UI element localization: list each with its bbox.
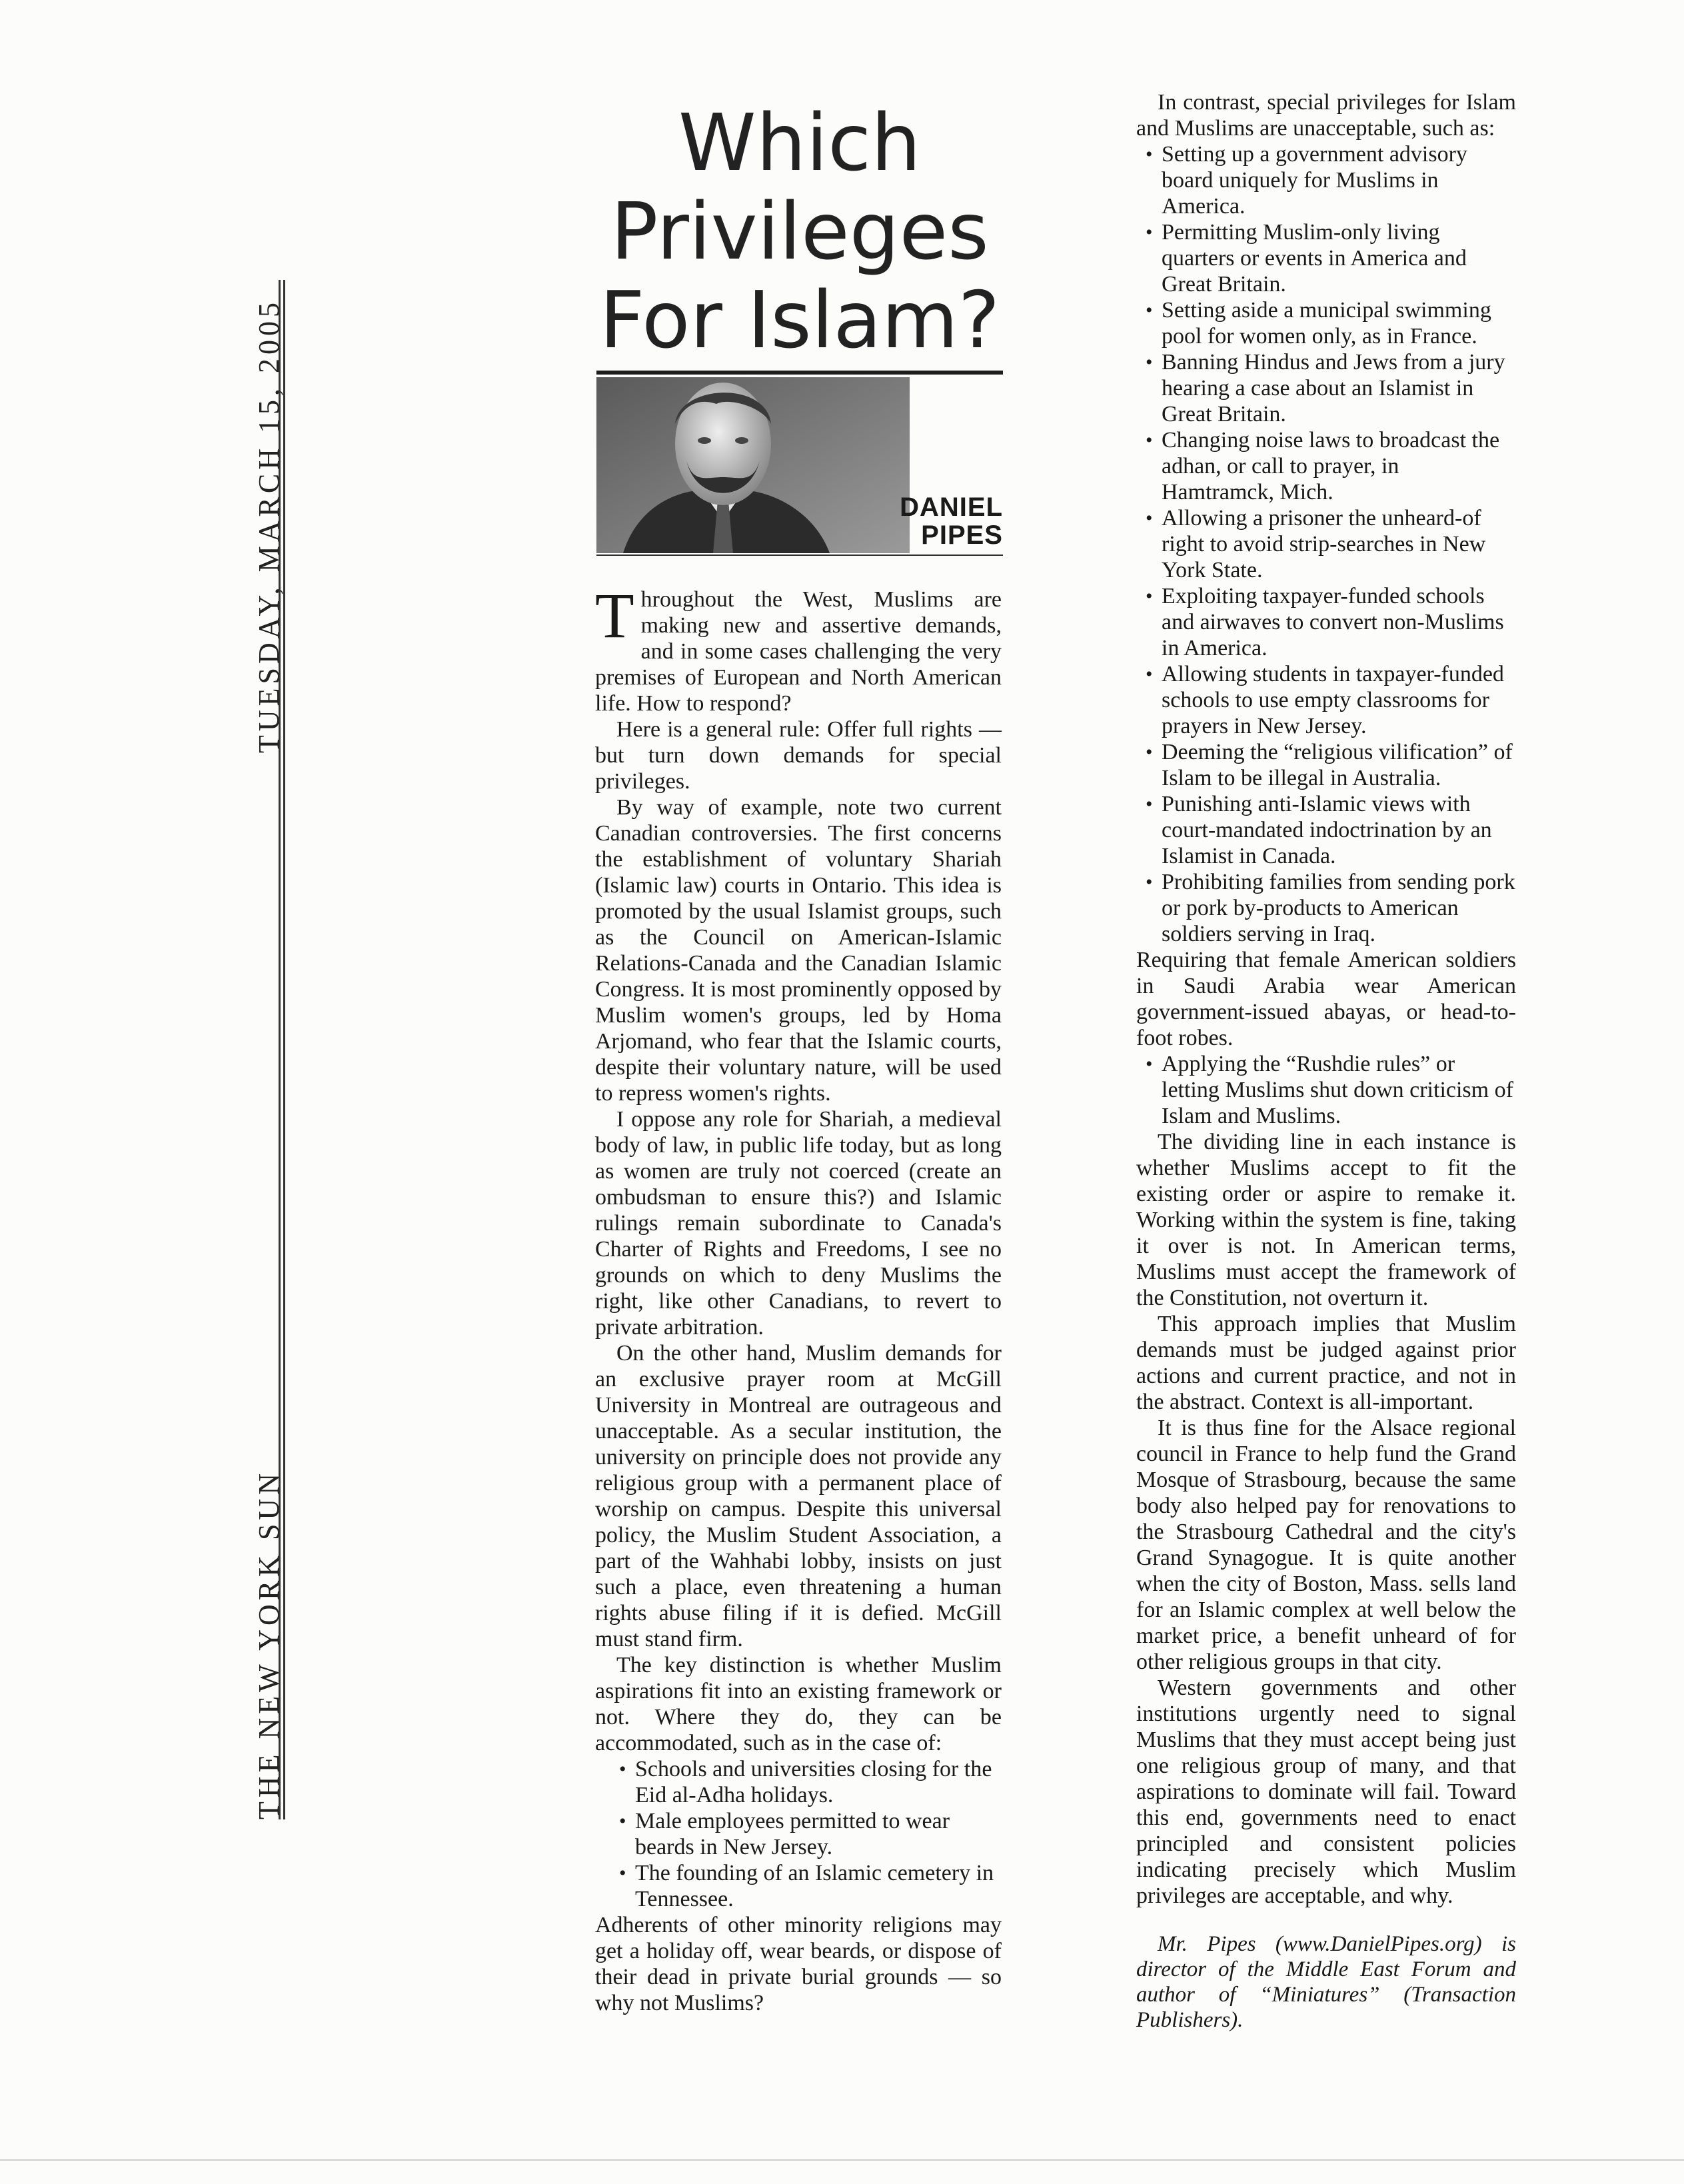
bullet-icon: •: [1146, 585, 1153, 607]
article-column-right: [1136, 89, 1516, 2033]
paragraph: I oppose any role for Shariah, a medieval body of law, in public life today, but as long as women are truly not coerced (create an ombudsman to ensure this?) and Islamic rulings remain subordinate to Canada's Charter of Rights and Freedoms, I see no grounds on which to deny Muslims the right, like other Canadians, to revert to private arbitration.: [595, 1107, 1002, 1340]
paragraph: In contrast, special privileges for Islam and Muslims are unacceptable, such as:: [1136, 90, 1516, 141]
list-item-text: Setting up a government advisory board uniquely for Muslims in America.: [1162, 142, 1467, 219]
scan-edge-line: [0, 2159, 1684, 2161]
list-item: [1136, 297, 1516, 349]
paragraph: Requiring that female American soldiers in Saudi Arabia wear American government-issued abayas, or head-to-foot robes.: [1136, 948, 1516, 1050]
list-item: [1136, 739, 1516, 791]
list-item: [610, 1808, 1002, 1860]
list-item: [1136, 349, 1516, 427]
privileges-list-continued: [1136, 1051, 1516, 1129]
list-item-text: Setting aside a municipal swimming pool for women only, as in France.: [1162, 298, 1491, 349]
list-item: [1136, 791, 1516, 869]
list-item: [1136, 661, 1516, 739]
list-item-text: Allowing students in taxpayer-funded schools to use empty classrooms for prayers in New Jersey.: [1162, 662, 1504, 738]
list-item: [1136, 505, 1516, 583]
list-item-text: The founding of an Islamic cemetery in Tennessee.: [635, 1861, 994, 1911]
paragraph: It is thus fine for the Alsace regional council in France to help fund the Grand Mosque of Strasbourg, because the same body also helped pay for renovations to the Strasbourg Cathedral and the city's Grand Synagogue. It is quite another when the city of Boston, Mass. sells land for an Islamic complex at well below the market price, a benefit unheard of for other religious groups in that city.: [1136, 1416, 1516, 1674]
bullet-icon: •: [1146, 741, 1153, 763]
list-item-text: Banning Hindus and Jews from a jury hearing a case about an Islamist in Great Britain.: [1162, 350, 1505, 427]
author-last-name: PIPES: [921, 521, 1003, 550]
author-byline: [886, 493, 1003, 549]
paragraph: The key distinction is whether Muslim aspirations fit into an existing framework or not. Where they do, they can be accommodated, such as in the case of:: [595, 1653, 1002, 1755]
privileges-list: [1136, 141, 1516, 947]
bullet-icon: •: [1146, 1053, 1153, 1075]
list-item-text: Male employees permitted to wear beards in New Jersey.: [635, 1809, 950, 1859]
bullet-icon: •: [1146, 507, 1153, 529]
article-column-left: [595, 580, 1002, 2016]
bullet-icon: •: [1146, 143, 1153, 165]
publication-date: TUESDAY, MARCH 15, 2005: [253, 299, 285, 753]
list-item-text: Permitting Muslim-only living quarters or events in America and Great Britain.: [1162, 220, 1467, 297]
bullet-icon: •: [1146, 429, 1153, 451]
author-note: Mr. Pipes (www.DanielPipes.org) is director of the Middle East Forum and author of “Miniatures” (Transaction Publishers).: [1136, 1932, 1516, 2032]
drop-cap: T: [595, 580, 634, 651]
list-item-text: Applying the “Rushdie rules” or letting Muslims shut down criticism of Islam and Muslims.: [1162, 1052, 1513, 1128]
paragraph: On the other hand, Muslim demands for an exclusive prayer room at McGill University in Montreal are outrageous and unacceptable. As a secular institution, the university on principle does not provide any religious group with a permanent place of worship on campus. Despite this universal policy, the Muslim Student Association, a part of the Wahhabi lobby, insists on just such a place, even threatening a human rights abuse filing if it is defied. McGill must stand firm.: [595, 1341, 1002, 1651]
list-item: [1136, 869, 1516, 947]
bullet-icon: •: [1146, 871, 1153, 893]
paragraph: By way of example, note two current Canadian controversies. The first concerns the establishment of voluntary Shariah (Islamic law) courts in Ontario. This idea is promoted by the usual Islamist groups, such as the Council on American-Islamic Relations-Canada and the Canadian Islamic Congress. It is most prominently opposed by Muslim women's groups, led by Homa Arjomand, who fear that the Islamic courts, despite their voluntary nature, will be used to repress women's rights.: [595, 795, 1002, 1106]
headline-line-1: Which: [678, 97, 921, 189]
paragraph: Western governments and other institutions urgently need to signal Muslims that they must accept being just one religious group of many, and that aspirations to dominate will fail. Toward this end, governments need to enact principled and consistent policies indicating precisely which Muslim privileges are acceptable, and why.: [1136, 1675, 1516, 1908]
list-item: [1136, 583, 1516, 661]
headline: [586, 99, 1013, 365]
accommodation-list: [610, 1756, 1002, 1912]
list-item: [610, 1756, 1002, 1808]
headline-rule: [596, 371, 1003, 375]
bullet-icon: •: [619, 1862, 626, 1884]
list-item: [1136, 427, 1516, 505]
list-item-text: Schools and universities closing for the Eid al-Adha holidays.: [635, 1757, 992, 1807]
paragraph-text: hroughout the West, Muslims are making new and assertive demands, and in some cases challenging the very premises of European and North American life. How to respond?: [595, 587, 1002, 716]
list-item-text: Changing noise laws to broadcast the adhan, or call to prayer, in Hamtramck, Mich.: [1162, 428, 1500, 505]
paragraph: Adherents of other minority religions may get a holiday off, wear beards, or dispose of their dead in private burial grounds — so why not Muslims?: [595, 1913, 1002, 2015]
author-photo: [596, 377, 910, 553]
list-item-text: Exploiting taxpayer-funded schools and airwaves to convert non-Muslims in America.: [1162, 584, 1504, 660]
masthead-rule: [279, 280, 285, 1819]
list-item: [1136, 219, 1516, 297]
bullet-icon: •: [619, 1758, 626, 1780]
list-item-text: Deeming the “religious vilification” of Islam to be illegal in Australia.: [1162, 740, 1513, 790]
paragraph: The dividing line in each instance is whether Muslims accept to fit the existing order or aspire to remake it. Working within the system is fine, taking it over is not. In American terms, Muslims must accept the framework of the Constitution, not overturn it.: [1136, 1130, 1516, 1310]
list-item: [610, 1860, 1002, 1912]
headline-line-3: For Islam?: [599, 274, 1000, 366]
bullet-icon: •: [619, 1810, 626, 1832]
paragraph: Here is a general rule: Offer full rights — but turn down demands for special privileges.: [595, 717, 1002, 794]
bullet-icon: •: [1146, 793, 1153, 815]
paragraph: This approach implies that Muslim demands must be judged against prior actions and current practice, and not in the abstract. Context is all-important.: [1136, 1312, 1516, 1414]
list-item-text: Punishing anti-Islamic views with court-mandated indoctrination by an Islamist in Canada.: [1162, 792, 1492, 868]
bullet-icon: •: [1146, 221, 1153, 243]
author-first-name: DANIEL: [900, 493, 1003, 522]
paragraph: [595, 580, 1002, 716]
list-item-text: Prohibiting families from sending pork or pork by-products to American soldiers serving in Iraq.: [1162, 870, 1515, 946]
list-item: [1136, 141, 1516, 219]
bullet-icon: •: [1146, 351, 1153, 373]
list-item: [1136, 1051, 1516, 1129]
newspaper-name: THE NEW YORK SUN: [253, 1470, 285, 1819]
bullet-icon: •: [1146, 663, 1153, 685]
portrait-photo-icon: [596, 377, 910, 553]
list-item-text: Allowing a prisoner the unheard-of right to avoid strip-searches in New York State.: [1162, 506, 1486, 582]
headline-line-2: Privileges: [610, 185, 989, 277]
bullet-icon: •: [1146, 299, 1153, 321]
byline-rule: [596, 554, 1003, 556]
